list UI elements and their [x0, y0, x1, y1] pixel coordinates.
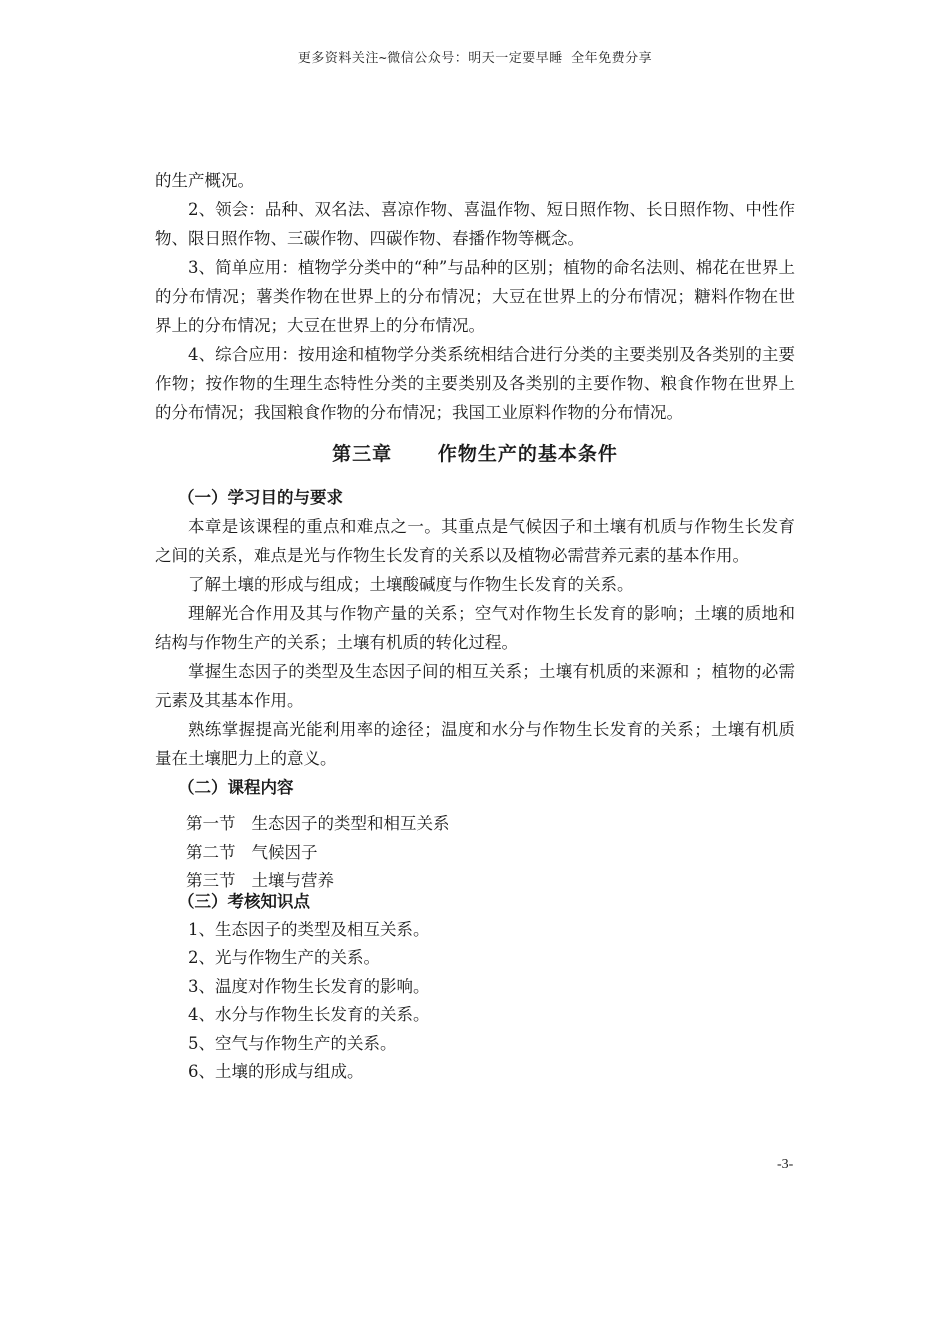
course-section-item — [155, 810, 795, 839]
objectives-paragraph: 了解土壤的形成与组成；土壤酸碱度与作物生长发育的关系。 — [188, 575, 634, 594]
intro-paragraph: 2、领会：品种、双名法、喜凉作物、喜温作物、短日照作物、长日照作物、中性作物、限日照作物、三碳作物、四碳作物、春播作物等概念。 — [155, 200, 795, 248]
section-heading-course-content: （二）课程内容 — [178, 778, 294, 797]
knowledge-point-item: 3、温度对作物生长发育的影响。 — [188, 976, 430, 996]
knowledge-point-item: 4、水分与作物生长发育的关系。 — [188, 1005, 430, 1024]
page-header: 更多资料关注~微信公众号：明天一定要早睡 全年免费分享 — [297, 51, 653, 66]
chapter-title: 第三章 作物生产的基本条件 — [332, 443, 618, 465]
knowledge-points-list — [155, 916, 795, 1087]
intro-paragraph: 3、简单应用：植物学分类中的“种”与品种的区别；植物的命名法则、棉花在世界上的分布情况；薯类作物在世界上的分布情况；大豆在世界上的分布情况；糖料作物在世界上的分布情况；大豆在世界上的分布情况。 — [155, 258, 795, 335]
section-heading-knowledge-points: （三）考核知识点 — [178, 891, 310, 911]
page-number: -3- — [777, 1157, 794, 1172]
intro-paragraph: 的生产概况。 — [155, 171, 254, 190]
course-section-item — [155, 839, 795, 868]
course-content-list — [155, 810, 795, 896]
section-number: 第一节 — [186, 814, 236, 833]
knowledge-point-item: 2、光与作物生产的关系。 — [188, 948, 380, 967]
document-body — [155, 166, 795, 1087]
section-heading-objectives: （一）学习目的与要求 — [178, 488, 343, 507]
intro-paragraph: 4、综合应用：按用途和植物学分类系统相结合进行分类的主要类别及各类别的主要作物；按作物的生理生态特性分类的主要类别及各类别的主要作物、粮食作物在世界上的分布情况；我国粮食作物的分布情况；我国工业原料作物的分布情况。 — [155, 345, 795, 422]
section-title: 气候因子 — [251, 842, 318, 862]
knowledge-point-item: 1、生态因子的类型及相互关系。 — [188, 919, 430, 939]
section-number: 第三节 — [186, 871, 236, 890]
section-title: 土壤与营养 — [251, 871, 334, 890]
section-title: 生态因子的类型和相互关系 — [251, 814, 450, 833]
knowledge-point-item: 6、土壤的形成与组成。 — [188, 1062, 364, 1081]
objectives-paragraph: 理解光合作用及其与作物产量的关系；空气对作物生长发育的影响；土壤的质地和结构与作物生产的关系；土壤有机质的转化过程。 — [155, 604, 795, 652]
knowledge-point-item: 5、空气与作物生产的关系。 — [188, 1033, 397, 1053]
objectives-paragraph: 掌握生态因子的类型及生态因子间的相互关系；土壤有机质的来源和 ；植物的必需元素及其基本作用。 — [155, 662, 795, 710]
objectives-paragraph: 本章是该课程的重点和难点之一。其重点是气候因子和土壤有机质与作物生长发育之间的关系，难点是光与作物生长发育的关系以及植物必需营养元素的基本作用。 — [155, 517, 795, 565]
objectives-paragraph: 熟练掌握提高光能利用率的途径；温度和水分与作物生长发育的关系；土壤有机质量在土壤肥力上的意义。 — [155, 720, 795, 768]
section-number: 第二节 — [186, 842, 236, 862]
